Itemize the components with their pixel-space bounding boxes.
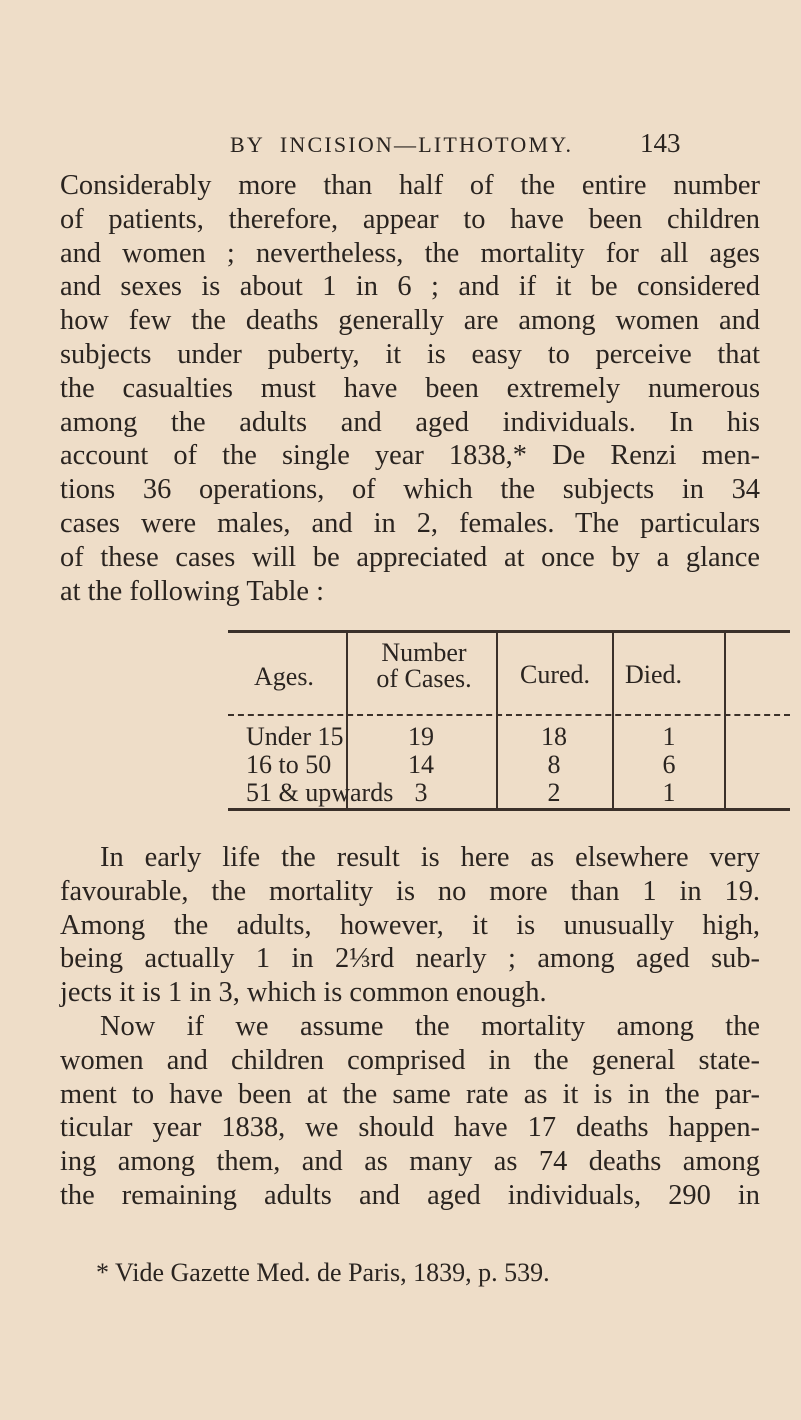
text-line: and women ; nevertheless, the mortality for all ages [60, 237, 760, 269]
cell-cured: 8 [547, 750, 561, 779]
cell-died: 1 [662, 778, 676, 807]
running-head-title: BY INCISION—LITHOTOMY. [230, 132, 574, 157]
column-header-number [350, 640, 498, 692]
running-head [0, 128, 801, 168]
mortality-table [228, 630, 790, 811]
cell-ages: Under 15 [246, 722, 344, 751]
cell-number: 14 [408, 750, 434, 779]
text-line: In early life the result is here as elsewhere very [100, 842, 760, 873]
text-line: being actually 1 in 2⅓rd nearly ; among aged sub- [60, 943, 760, 975]
table-rule-top [228, 630, 790, 633]
column-header-number-line: of Cases. [376, 664, 472, 693]
text-line: women and children comprised in the general state- [60, 1044, 760, 1076]
text-line: account of the single year 1838,* De Renzi men- [60, 440, 760, 472]
column-header-number-line: Number [381, 638, 467, 667]
text-line: of these cases will be appreciated at once by a glance [60, 541, 760, 573]
page-number: 143 [640, 128, 681, 158]
text-line: Now if we assume the mortality among the [100, 1010, 760, 1042]
cell-died: 1 [662, 722, 676, 751]
footnote: * Vide Gazette Med. de Paris, 1839, p. 539. [96, 1258, 550, 1287]
paragraph-2 [60, 841, 760, 1213]
text-line: tions 36 operations, of which the subjects in 34 [60, 474, 760, 506]
text-line: among the adults and aged individuals. In his [60, 406, 760, 438]
text-line: Considerably more than half of the entire number [60, 170, 760, 201]
table-rule-header [228, 714, 790, 716]
text-line: of patients, therefore, appear to have been children [60, 203, 760, 235]
column-header-ages: Ages. [254, 662, 314, 691]
text-line: ment to have been at the same rate as it is in the par- [60, 1078, 760, 1110]
cell-cured: 2 [547, 778, 561, 807]
cell-cured: 18 [541, 722, 567, 751]
cell-ages: 51 & upwards [246, 778, 394, 807]
cell-number: 3 [414, 778, 428, 807]
text-line: jects it is 1 in 3, which is common enough. [60, 977, 547, 1009]
table-column-divider [612, 633, 614, 808]
text-line: ticular year 1838, we should have 17 deaths happen- [60, 1112, 760, 1144]
cell-died: 6 [662, 750, 676, 779]
text-line: how few the deaths generally are among women and [60, 305, 760, 337]
cell-number: 19 [408, 722, 434, 751]
text-line: Among the adults, however, it is unusually high, [60, 909, 760, 941]
table-rule-bottom [228, 808, 790, 811]
text-line: at the following Table : [60, 575, 324, 607]
table-column-divider [724, 633, 726, 808]
text-line: favourable, the mortality is no more than 1 in 19. [60, 875, 760, 907]
text-line: the remaining adults and aged individuals, 290 in [60, 1179, 760, 1211]
text-line: subjects under puberty, it is easy to perceive that [60, 338, 760, 370]
text-line: and sexes is about 1 in 6 ; and if it be considered [60, 271, 760, 303]
text-line: ing among them, and as many as 74 deaths among [60, 1146, 760, 1178]
cell-ages: 16 to 50 [246, 750, 332, 779]
text-line: the casualties must have been extremely numerous [60, 372, 760, 404]
paragraph-1 [60, 169, 760, 608]
column-header-cured: Cured. [520, 660, 591, 689]
text-line: cases were males, and in 2, females. The particulars [60, 507, 760, 539]
column-header-died: Died. [625, 660, 683, 689]
